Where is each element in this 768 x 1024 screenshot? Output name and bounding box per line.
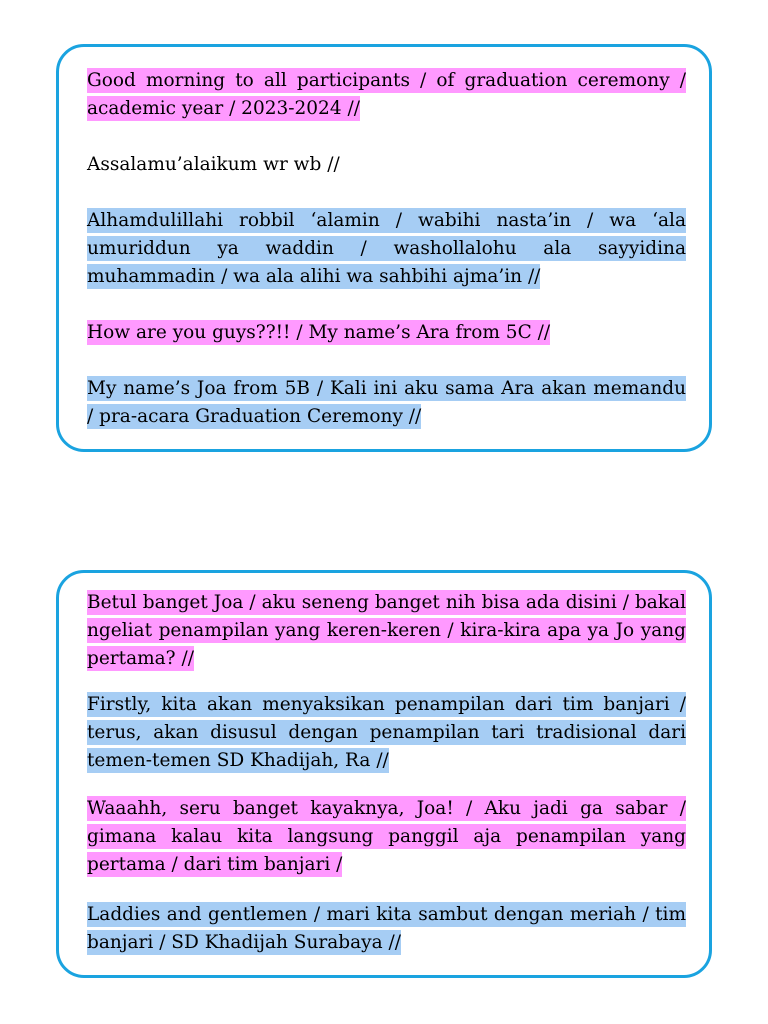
highlighted-text-pink: Waaahh, seru banget kayaknya, Joa! / Aku jadi ga sabar / gimana kalau kita langsung panggil aja penampilan yang pertama / dari tim banjari / <box>87 798 686 875</box>
highlighted-text-blue: Laddies and gentlemen / mari kita sambut dengan meriah / tim banjari / SD Khadijah Surabaya // <box>87 904 686 953</box>
script-card-opening <box>56 44 712 452</box>
highlighted-text-blue: Firstly, kita akan menyaksikan penampilan dari tim banjari / terus, akan disusul dengan penampilan tari tradisional dari temen-temen SD Khadijah, Ra // <box>87 694 686 771</box>
paragraph-joa-call <box>87 901 686 957</box>
paragraph-joa-program <box>87 691 686 775</box>
highlighted-text-blue: My name’s Joa from 5B / Kali ini aku sama Ara akan memandu / pra-acara Graduation Ceremony // <box>87 378 686 427</box>
plain-text: Assalamu’alaikum wr wb // <box>87 154 340 175</box>
paragraph-ara-excited <box>87 795 686 879</box>
highlighted-text-pink: Good morning to all participants / of graduation ceremony / academic year / 2023-2024 // <box>87 70 686 119</box>
paragraph-ara-intro <box>87 319 686 347</box>
paragraph-salam <box>87 151 686 179</box>
script-card-program <box>56 570 712 978</box>
highlighted-text-pink: How are you guys??!! / My name’s Ara from 5C // <box>87 322 551 343</box>
paragraph-joa-intro <box>87 375 686 431</box>
paragraph-prayer <box>87 207 686 291</box>
paragraph-greeting <box>87 67 686 123</box>
highlighted-text-blue: Alhamdulillahi robbil ‘alamin / wabihi nasta’in / wa ‘ala umuriddun ya waddin / washollalohu ala sayyidina muhammadin / wa ala alihi wa sahbihi ajma’in // <box>87 210 686 287</box>
paragraph-ara-response <box>87 589 686 673</box>
highlighted-text-pink: Betul banget Joa / aku seneng banget nih bisa ada disini / bakal ngeliat penampilan yang keren-keren / kira-kira apa ya Jo yang pertama? // <box>87 592 686 669</box>
